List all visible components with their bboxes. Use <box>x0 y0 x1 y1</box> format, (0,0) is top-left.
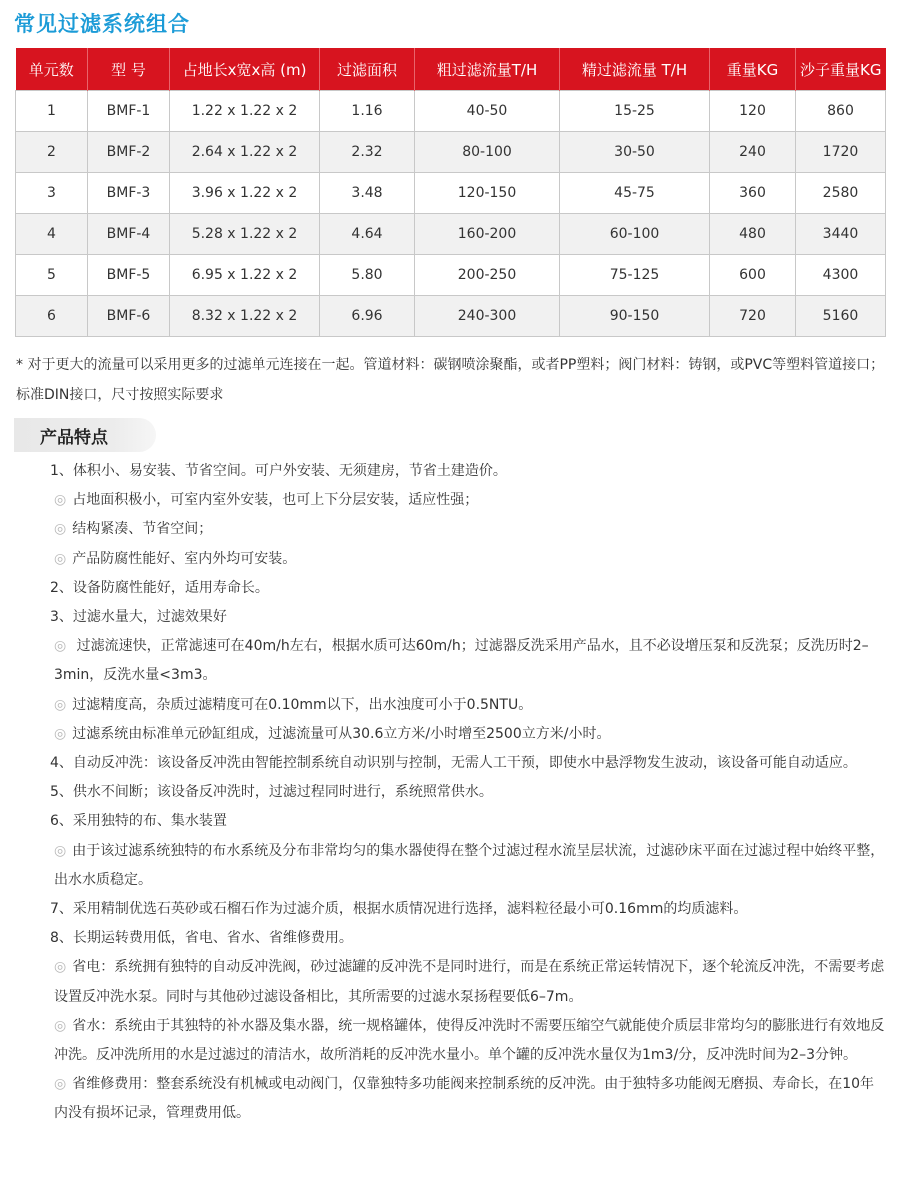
table-cell: 200-250 <box>415 255 560 296</box>
table-header: 精过滤流量 T/H <box>560 48 710 91</box>
feature-text: 过滤流速快，正常滤速可在40m/h左右，根据水质可达60m/h；过滤器反洗采用产品水，且不必设增压泵和反洗泵；反洗历时2–3min，反洗水量<3m3。 <box>54 638 869 684</box>
feature-text: 产品防腐性能好、室内外均可安装。 <box>72 550 297 567</box>
table-header: 型 号 <box>88 48 170 91</box>
table-cell: 2.32 <box>320 132 415 173</box>
spec-table <box>15 48 886 337</box>
table-cell: 1.22 x 1.22 x 2 <box>170 91 320 132</box>
table-cell: 2 <box>16 132 88 173</box>
table-header: 单元数 <box>16 48 88 91</box>
table-cell: BMF-1 <box>88 91 170 132</box>
feature-text: 6、采用独特的布、集水装置 <box>50 813 227 830</box>
feature-subitem <box>16 691 888 720</box>
feature-text: 过滤精度高，杂质过滤精度可在0.10mm以下，出水浊度可小于0.5NTU。 <box>72 696 533 713</box>
table-row <box>16 173 886 214</box>
table-cell: 5.80 <box>320 255 415 296</box>
table-cell: 1720 <box>796 132 886 173</box>
table-cell: 3 <box>16 173 88 214</box>
feature-item <box>16 574 888 603</box>
table-cell: 90-150 <box>560 296 710 337</box>
table-cell: 40-50 <box>415 91 560 132</box>
feature-subitem <box>16 545 888 574</box>
table-cell: 720 <box>710 296 796 337</box>
table-cell: 5 <box>16 255 88 296</box>
feature-text: 结构紧凑、节省空间； <box>72 521 213 538</box>
bullet-icon: ◎ <box>54 1017 67 1034</box>
bullet-icon: ◎ <box>54 638 67 655</box>
table-cell: 120-150 <box>415 173 560 214</box>
table-cell: 2.64 x 1.22 x 2 <box>170 132 320 173</box>
table-cell: 6.95 x 1.22 x 2 <box>170 255 320 296</box>
table-cell: BMF-4 <box>88 214 170 255</box>
table-cell: 15-25 <box>560 91 710 132</box>
table-cell: BMF-3 <box>88 173 170 214</box>
feature-text: 5、供水不间断；该设备反冲洗时，过滤过程同时进行，系统照常供水。 <box>50 784 493 801</box>
table-row <box>16 255 886 296</box>
bullet-icon: ◎ <box>54 959 67 976</box>
feature-text: 1、体积小、易安装、节省空间。可户外安装、无须建房，节省土建造价。 <box>50 463 507 479</box>
feature-subitem <box>16 1012 888 1070</box>
feature-text: 省维修费用：整套系统没有机械或电动阀门，仅靠独特多功能阀来控制系统的反冲洗。由于独特多功能阀无磨损、寿命长，在10年内没有损坏记录，管理费用低。 <box>54 1076 875 1122</box>
table-cell: 8.32 x 1.22 x 2 <box>170 296 320 337</box>
bullet-icon: ◎ <box>54 842 67 859</box>
table-cell: 1 <box>16 91 88 132</box>
table-cell: 3.48 <box>320 173 415 214</box>
feature-text: 省水：系统由于其独特的补水器及集水器，统一规格罐体，使得反冲洗时不需要压缩空气就能使介质层非常均匀的膨胀进行有效地反冲洗。反冲洗所用的水是过滤过的清洁水，故所消耗的反冲洗水量小。单个罐的反冲洗水量仅为1m3/分，反冲洗时间为2–3分钟。 <box>54 1017 885 1064</box>
feature-item <box>16 749 888 778</box>
feature-subitem <box>16 632 888 690</box>
feature-text: 由于该过滤系统独特的布水系统及分布非常均匀的集水器使得在整个过滤过程水流呈层状流，过滤砂床平面在过滤过程中始终平整，出水水质稳定。 <box>54 842 885 888</box>
table-cell: BMF-2 <box>88 132 170 173</box>
features-heading-label: 产品特点 <box>40 428 108 448</box>
table-cell: 5.28 x 1.22 x 2 <box>170 214 320 255</box>
feature-item <box>16 603 888 632</box>
table-cell: 6.96 <box>320 296 415 337</box>
feature-subitem <box>16 720 888 749</box>
bullet-icon: ◎ <box>54 725 67 742</box>
table-cell: 30-50 <box>560 132 710 173</box>
features-list <box>16 457 888 1129</box>
bullet-icon: ◎ <box>54 521 67 538</box>
table-cell: 240 <box>710 132 796 173</box>
feature-item <box>16 778 888 807</box>
table-cell: 1.16 <box>320 91 415 132</box>
table-cell: 160-200 <box>415 214 560 255</box>
footnote: * 对于更大的流量可以采用更多的过滤单元连接在一起。管道材料：碳钢喷涂聚酯，或者PP塑料；阀门材料：铸钢，或PVC等塑料管道接口；标准DIN接口，尺寸按照实际要求 <box>16 357 885 403</box>
table-cell: 3.96 x 1.22 x 2 <box>170 173 320 214</box>
table-cell: 60-100 <box>560 214 710 255</box>
table-cell: 5160 <box>796 296 886 337</box>
feature-item <box>16 895 888 924</box>
table-cell: BMF-5 <box>88 255 170 296</box>
table-cell: BMF-6 <box>88 296 170 337</box>
table-cell: 6 <box>16 296 88 337</box>
table-cell: 45-75 <box>560 173 710 214</box>
feature-item <box>16 924 888 953</box>
table-cell: 75-125 <box>560 255 710 296</box>
feature-text: 4、自动反冲洗：该设备反冲洗由智能控制系统自动识别与控制，无需人工干预，即使水中悬浮物发生波动，该设备可能自动适应。 <box>50 755 857 772</box>
table-cell: 360 <box>710 173 796 214</box>
table-cell: 4.64 <box>320 214 415 255</box>
table-cell: 80-100 <box>415 132 560 173</box>
table-cell: 4300 <box>796 255 886 296</box>
table-cell: 4 <box>16 214 88 255</box>
table-row <box>16 214 886 255</box>
table-row <box>16 132 886 173</box>
table-row <box>16 91 886 132</box>
bullet-icon: ◎ <box>54 550 67 567</box>
feature-text: 8、长期运转费用低，省电、省水、省维修费用。 <box>50 930 353 947</box>
feature-text: 2、设备防腐性能好，适用寿命长。 <box>50 579 269 596</box>
feature-text: 7、采用精制优选石英砂或石榴石作为过滤介质，根据水质情况进行选择，滤料粒径最小可0.16mm的均质滤料。 <box>50 901 748 918</box>
table-cell: 3440 <box>796 214 886 255</box>
feature-text: 省电：系统拥有独特的自动反冲洗阀，砂过滤罐的反冲洗不是同时进行，而是在系统正常运转情况下，逐个轮流反冲洗，不需要考虑设置反冲洗水泵。同时与其他砂过滤设备相比，其所需要的过滤水泵扬程要低6–7m。 <box>54 959 885 1005</box>
bullet-icon: ◎ <box>54 492 67 509</box>
table-row <box>16 296 886 337</box>
feature-item <box>16 457 888 486</box>
feature-subitem <box>16 486 888 515</box>
feature-subitem <box>16 953 888 1011</box>
feature-text: 过滤系统由标准单元砂缸组成，过滤流量可从30.6立方米/小时增至2500立方米/小时。 <box>72 725 611 742</box>
feature-text: 3、过滤水量大，过滤效果好 <box>50 609 227 626</box>
table-cell: 600 <box>710 255 796 296</box>
table-cell: 240-300 <box>415 296 560 337</box>
feature-subitem <box>16 515 888 544</box>
feature-subitem <box>16 1070 888 1128</box>
table-cell: 120 <box>710 91 796 132</box>
bullet-icon: ◎ <box>54 696 67 713</box>
table-header: 过滤面积 <box>320 48 415 91</box>
table-header: 粗过滤流量T/H <box>415 48 560 91</box>
features-heading <box>14 418 156 452</box>
page-title: 常见过滤系统组合 <box>14 12 190 36</box>
table-header: 沙子重量KG <box>796 48 886 91</box>
table-cell: 480 <box>710 214 796 255</box>
table-header: 占地长x宽x高 (m) <box>170 48 320 91</box>
table-header: 重量KG <box>710 48 796 91</box>
table-cell: 860 <box>796 91 886 132</box>
table-header-row <box>16 48 886 91</box>
feature-item <box>16 807 888 836</box>
table-cell: 2580 <box>796 173 886 214</box>
feature-text: 占地面积极小，可室内室外安装，也可上下分层安装，适应性强； <box>72 492 479 509</box>
bullet-icon: ◎ <box>54 1076 67 1093</box>
feature-subitem <box>16 837 888 895</box>
